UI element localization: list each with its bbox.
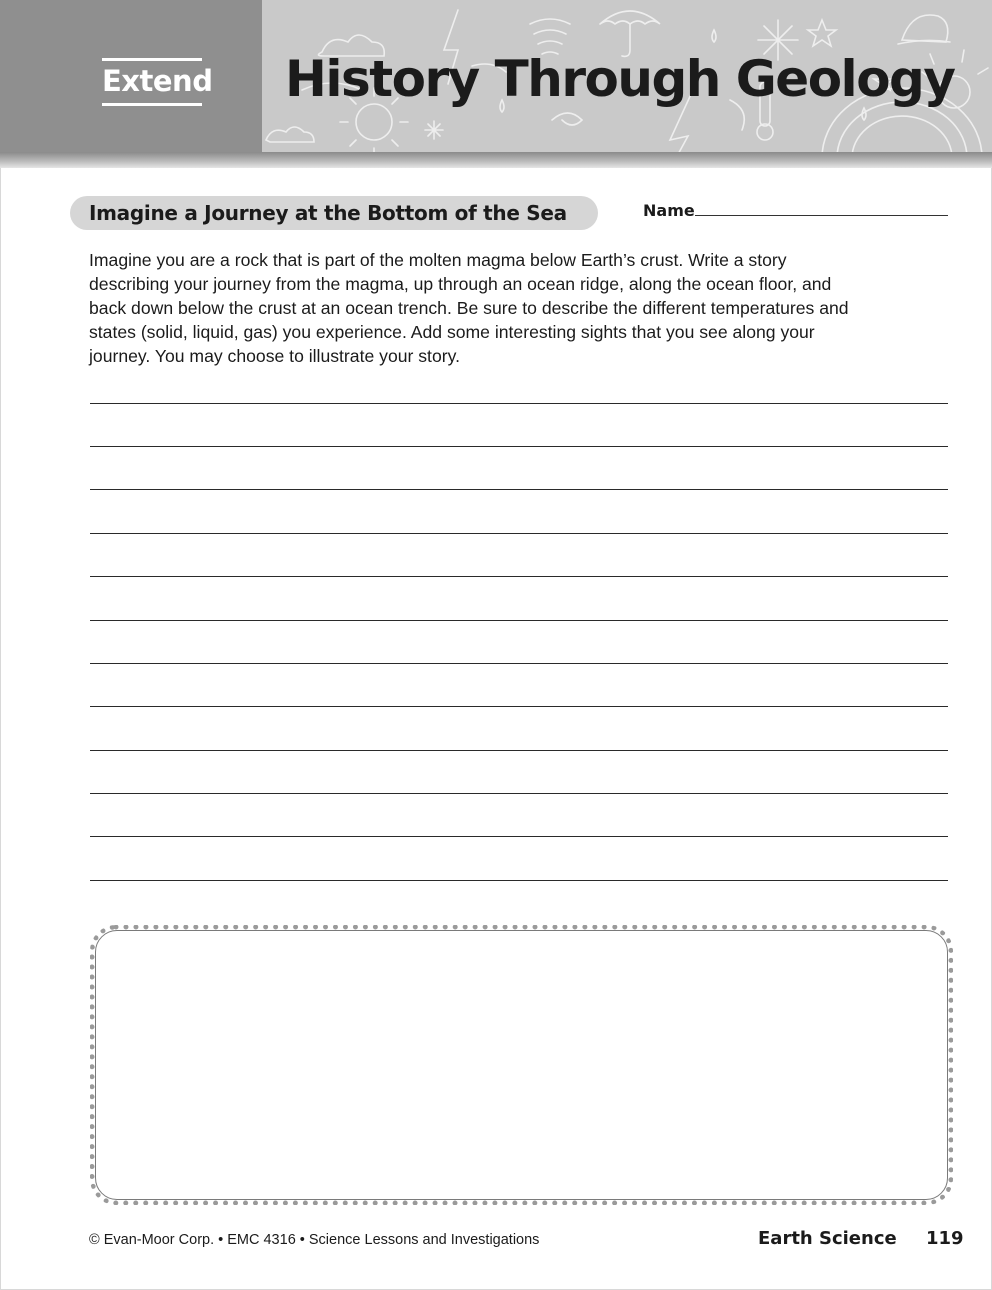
instructions-text: Imagine you are a rock that is part of the molten magma below Earth’s crust. Write a story describing your journey from the magma, up through an ocean ridge, along the ocean floor, and back down below the crust at an ocean trench. Be sure to describe the different temperatures and states (solid, liquid, gas) you experience. Add some interesting sights that you see along your journey. You may choose to illustrate your story. [89, 250, 849, 366]
name-field[interactable] [695, 215, 948, 216]
section-label: Extend [102, 58, 202, 106]
page-number: 119 [926, 1228, 964, 1249]
writing-line[interactable] [90, 446, 948, 447]
footer-subject: Earth Science [758, 1228, 897, 1249]
writing-line[interactable] [90, 836, 948, 837]
writing-line[interactable] [90, 489, 948, 490]
writing-line[interactable] [90, 750, 948, 751]
writing-line[interactable] [90, 533, 948, 534]
writing-line[interactable] [90, 793, 948, 794]
writing-line[interactable] [90, 403, 948, 404]
header-banner [0, 0, 992, 168]
writing-line[interactable] [90, 880, 948, 881]
header-underline-bar [0, 152, 992, 168]
illustration-box-inner-border [95, 930, 948, 1200]
activity-heading: Imagine a Journey at the Bottom of the Sea [89, 201, 567, 225]
writing-line[interactable] [90, 620, 948, 621]
writing-line[interactable] [90, 576, 948, 577]
page-title: History Through Geology [285, 50, 955, 108]
writing-line[interactable] [90, 663, 948, 664]
name-label: Name [643, 201, 695, 220]
writing-line[interactable] [90, 706, 948, 707]
footer-copyright: © Evan-Moor Corp. • EMC 4316 • Science Lessons and Investigations [89, 1232, 540, 1248]
